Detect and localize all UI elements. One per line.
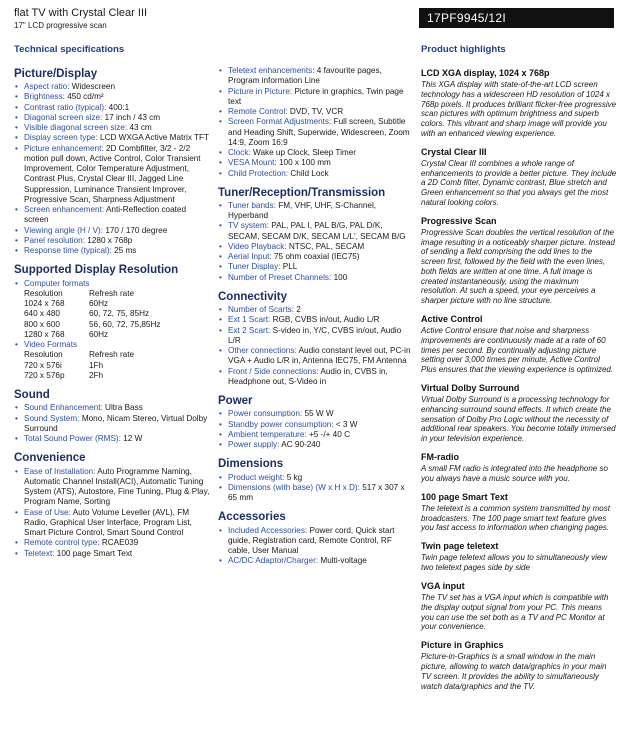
resolution-row bbox=[24, 350, 210, 360]
highlight-text: Crystal Clear III combines a whole range of enhancements to provide a better picture. They include a 2D Comb filter, Dynamic contrast, Blue stretch and Green enhancement so that you always get the most natural looking colors. bbox=[421, 158, 617, 207]
spec-item bbox=[14, 92, 210, 102]
spec-label: Teletext: bbox=[24, 548, 55, 558]
spec-label: Other connections: bbox=[228, 346, 297, 356]
spec-item bbox=[14, 414, 210, 435]
refresh-rate-cell: 1Fh bbox=[89, 360, 104, 370]
power-title: Power bbox=[218, 395, 253, 408]
video-formats-label: Video Formats bbox=[24, 340, 78, 350]
spec-label: Picture enhancement: bbox=[24, 143, 104, 153]
highlight-text: Virtual Dolby Surround is a processing technology for enhancing surround sound effects. It which create the sensation of Dolby Pro Logic without the necessity of additional rear speakers. You become totally immersed in your television experience. bbox=[421, 395, 616, 444]
spec-item bbox=[14, 103, 210, 113]
spec-item bbox=[14, 403, 210, 413]
spec-value: 25 ms bbox=[114, 246, 137, 256]
spec-item bbox=[218, 473, 414, 483]
resolution-row bbox=[24, 371, 210, 381]
resolution-cell: 720 x 576i bbox=[24, 360, 62, 370]
refresh-rate-cell: Refresh rate bbox=[89, 288, 135, 298]
spec-value: Ultra Bass bbox=[105, 403, 143, 413]
highlight-text: Twin page teletext allows you to simultaneously view two teletext pages side by side bbox=[421, 553, 608, 573]
resolution-cell: 720 x 576p bbox=[24, 370, 65, 380]
sound-title: Sound bbox=[14, 389, 50, 402]
spec-label: Number of Preset Channels: bbox=[228, 272, 332, 282]
highlight-title: Twin page teletext bbox=[421, 541, 499, 552]
highlight-item bbox=[421, 147, 617, 208]
highlight-title: VGA input bbox=[421, 580, 465, 591]
spec-value: 43 cm bbox=[129, 123, 152, 133]
spec-label: Tuner Display: bbox=[228, 262, 281, 272]
spec-label: Contrast ratio (typical): bbox=[24, 102, 107, 112]
spec-label: Diagonal screen size: bbox=[24, 112, 103, 122]
spec-label: Tuner bands: bbox=[228, 200, 276, 210]
spec-item bbox=[218, 440, 414, 450]
spec-label: Ease of Installation: bbox=[24, 466, 96, 476]
highlight-item bbox=[421, 640, 617, 691]
spec-item bbox=[218, 87, 414, 108]
refresh-rate-cell: Refresh rate bbox=[89, 350, 135, 360]
spec-item bbox=[218, 252, 414, 262]
spec-value: Power cord, Quick start guide, Registration card, Remote Control, RF cable, User Manual bbox=[228, 525, 395, 556]
highlight-item bbox=[421, 383, 617, 444]
spec-label: Clock: bbox=[228, 148, 251, 157]
spec-value: DVD, TV, VCR bbox=[289, 107, 344, 116]
highlight-title: 100 page Smart Text bbox=[421, 491, 508, 502]
spec-item bbox=[14, 123, 210, 133]
spec-item bbox=[218, 117, 414, 148]
spec-value: Auto Volume Leveller (AVL), FM Radio, Graphical User Interface, Program List, Smart Picture Control, Smart Sound Control bbox=[24, 507, 192, 538]
spec-item bbox=[218, 148, 414, 158]
resolution-row bbox=[24, 299, 210, 309]
specs-column-1 bbox=[14, 44, 210, 559]
specs-column-2 bbox=[218, 66, 414, 567]
video-formats-list bbox=[14, 340, 210, 350]
accessories-title: Accessories bbox=[218, 511, 286, 524]
spec-value: 517 x 307 x 65 mm bbox=[228, 482, 405, 503]
spec-label: Child Protection: bbox=[228, 168, 289, 178]
spec-label: Standby power consumption: bbox=[228, 419, 334, 429]
highlight-text: The teletext is a common system transmitted by most broadcasters. The 100 page smart text feature gives you fast access to information when changing pages. bbox=[421, 503, 610, 533]
spec-value: Widescreen bbox=[71, 82, 116, 92]
spec-item bbox=[218, 315, 414, 325]
spec-label: Video Playback: bbox=[228, 241, 287, 251]
spec-value: AC 90-240 bbox=[281, 440, 321, 450]
spec-item bbox=[218, 367, 414, 388]
spec-value: 75 ohm coaxial (IEC75) bbox=[273, 252, 360, 262]
spec-item bbox=[218, 346, 414, 367]
spec-item bbox=[14, 205, 210, 226]
refresh-rate-cell: 60, 72, 75, 85Hz bbox=[89, 309, 150, 319]
highlight-title: LCD XGA display, 1024 x 768p bbox=[421, 67, 550, 78]
spec-value: RCAE039 bbox=[101, 538, 139, 548]
spec-label: Visible diagonal screen size: bbox=[24, 123, 128, 133]
spec-value: 2D Combfilter, 3/2 - 2/2 motion pull down, Active Control, Color Transient Improvement, Color Temperature Adjustment, Contrast Plus, Crystal Clear III, Jagged Line Suppression, Luminance Transient Improver, Progressive Scan, Sharpness Adjustment bbox=[24, 143, 201, 204]
spec-item bbox=[218, 242, 414, 252]
spec-value: 170 / 170 degree bbox=[105, 225, 168, 235]
spec-label: Front / Side connections: bbox=[228, 366, 319, 376]
highlight-item bbox=[421, 68, 617, 139]
highlight-item bbox=[421, 314, 617, 375]
spec-value: FM, VHF, UHF, S-Channel, Hyperband bbox=[228, 200, 377, 221]
highlight-title: Virtual Dolby Surround bbox=[421, 382, 520, 393]
resolution-cell: Resolution bbox=[24, 350, 63, 360]
spec-value: 100 x 100 mm bbox=[278, 158, 331, 168]
power-list bbox=[218, 409, 414, 450]
spec-label: AC/DC Adaptor/Charger: bbox=[228, 556, 319, 566]
product-subtitle: 17" LCD progressive scan bbox=[14, 20, 107, 30]
model-number-banner: 17PF9945/12I bbox=[419, 8, 614, 28]
spec-value: 2 bbox=[296, 305, 301, 315]
highlight-item bbox=[421, 492, 617, 534]
spec-value: Audio in, CVBS in, Headphone out, S-Video in bbox=[228, 366, 388, 386]
display-resolution-title: Supported Display Resolution bbox=[14, 264, 179, 277]
product-highlights-heading: Product highlights bbox=[421, 44, 506, 55]
spec-label: Sound System: bbox=[24, 413, 80, 423]
highlight-text: This XGA display with state-of-the-art LCD screen technology has a widescreen HD resolution of 1024 x 768p pixels. It produces brilliant flicker-free progressive scan pictures with optimum brightness and superb colors. This vibrant and sharp image will provide you with an enhanced viewing experience. bbox=[421, 80, 617, 138]
spec-label: Power supply: bbox=[228, 440, 280, 450]
spec-value: Mono, Nicam Stereo, Virtual Dolby Surround bbox=[24, 413, 208, 433]
spec-value: +5 -/+ 40 C bbox=[309, 429, 350, 439]
spec-label: Remote Control: bbox=[228, 107, 288, 116]
picture-display-list bbox=[14, 82, 210, 256]
spec-value: Audio constant level out, PC-in VGA + Audio L/R in, Antenna IEC75, FM Antenna bbox=[228, 346, 411, 366]
spec-item bbox=[14, 113, 210, 123]
spec-label: Total Sound Power (RMS): bbox=[24, 434, 121, 444]
spec-label: Number of Scarts: bbox=[228, 305, 294, 315]
product-title: flat TV with Crystal Clear III bbox=[14, 7, 148, 19]
spec-label: Brightness: bbox=[24, 92, 65, 102]
refresh-rate-cell: 60Hz bbox=[89, 329, 109, 339]
spec-value: Child Lock bbox=[290, 168, 329, 178]
highlights-list bbox=[421, 68, 617, 692]
highlight-item bbox=[421, 581, 617, 632]
spec-value: 5 kg bbox=[286, 472, 303, 482]
tuner-list bbox=[218, 201, 414, 283]
spec-item bbox=[14, 133, 210, 143]
spec-item bbox=[218, 430, 414, 440]
refresh-rate-cell: 56, 60, 72, 75,85Hz bbox=[89, 319, 161, 329]
spec-item bbox=[218, 201, 414, 222]
spec-item bbox=[218, 526, 414, 557]
resolution-row bbox=[24, 361, 210, 371]
spec-label: Dimensions (with base) (W x H x D): bbox=[228, 482, 360, 492]
resolution-cell: 1024 x 768 bbox=[24, 299, 65, 309]
spec-item bbox=[14, 538, 210, 548]
spec-label: Response time (typical): bbox=[24, 246, 112, 256]
highlight-title: Picture in Graphics bbox=[421, 640, 504, 651]
refresh-rate-cell: 2Fh bbox=[89, 370, 104, 380]
spec-item bbox=[14, 467, 210, 508]
video-formats-table bbox=[14, 350, 210, 381]
spec-value: Anti-Reflection coated screen bbox=[24, 205, 187, 225]
spec-value: 12 W bbox=[123, 434, 143, 444]
spec-item bbox=[218, 107, 414, 117]
resolution-row bbox=[24, 330, 210, 340]
computer-formats-table bbox=[14, 289, 210, 340]
spec-label: Product weight: bbox=[228, 472, 285, 482]
spec-label: Ambient temperature: bbox=[228, 429, 307, 439]
spec-label: Ease of Use: bbox=[24, 507, 71, 517]
spec-label: Screen Format Adjustments: bbox=[228, 117, 332, 127]
highlight-title: Active Control bbox=[421, 313, 483, 324]
spec-item bbox=[14, 508, 210, 539]
spec-item bbox=[218, 262, 414, 272]
spec-label: Remote control type: bbox=[24, 538, 100, 548]
resolution-cell: 640 x 480 bbox=[24, 309, 60, 319]
computer-formats-list bbox=[14, 279, 210, 289]
highlight-item bbox=[421, 452, 617, 484]
spec-value: 55 W W bbox=[304, 409, 334, 419]
spec-item bbox=[218, 483, 414, 504]
spec-item bbox=[14, 236, 210, 246]
spec-item bbox=[14, 434, 210, 444]
spec-item bbox=[218, 326, 414, 347]
spec-value: 450 cd/m² bbox=[67, 92, 104, 102]
resolution-row bbox=[24, 289, 210, 299]
spec-item bbox=[218, 420, 414, 430]
spec-value: Auto Programme Naming, Automatic Channel Install(ACI), Automatic Tuning System (ATS), Autostore, Fine Tuning, Plug & Play, Program Name, Sorting bbox=[24, 466, 210, 507]
spec-label: TV system: bbox=[228, 221, 269, 231]
spec-item bbox=[14, 246, 210, 256]
spec-item bbox=[218, 409, 414, 419]
spec-item bbox=[218, 66, 414, 87]
highlight-text: Active Control ensure that noise and sharpness improvements are continuously made at a rate of 60 times per second. By continually adjusting picture setting over 3,000 times per minute, Active Control Plus ensures that the viewing experience is optimized. bbox=[421, 326, 614, 375]
convenience-title: Convenience bbox=[14, 452, 86, 465]
connectivity-title: Connectivity bbox=[218, 290, 288, 303]
spec-value: Multi-voltage bbox=[320, 556, 367, 566]
spec-value: NTSC, PAL, SECAM bbox=[288, 241, 365, 251]
technical-specifications-heading: Technical specifications bbox=[14, 44, 125, 55]
highlight-text: A small FM radio is integrated into the headphone so you always have a music source with you. bbox=[421, 464, 608, 483]
highlights-column bbox=[421, 44, 617, 699]
convenience-continued-list bbox=[218, 66, 414, 179]
highlight-title: Progressive Scan bbox=[421, 215, 497, 226]
spec-label: Power consumption: bbox=[228, 409, 303, 419]
spec-label: Panel resolution: bbox=[24, 235, 85, 245]
convenience-list bbox=[14, 467, 210, 559]
spec-value: RGB, CVBS in/out, Audio L/R bbox=[272, 315, 380, 325]
spec-value: < 3 W bbox=[335, 419, 358, 429]
spec-item bbox=[218, 221, 414, 242]
highlight-title: FM-radio bbox=[421, 451, 459, 462]
dimensions-list bbox=[218, 473, 414, 504]
spec-value: PLL bbox=[282, 262, 298, 272]
spec-label: Sound Enhancement: bbox=[24, 403, 103, 413]
highlight-text: The TV set has a VGA input which is compatible with the display output signal from your PC. This means you can use the set both as a TV and PC Monitor at your convenience. bbox=[421, 593, 609, 632]
spec-item bbox=[14, 279, 210, 289]
spec-value: S-video in, Y/C, CVBS in/out, Audio L/R bbox=[228, 325, 402, 345]
computer-formats-label: Computer formats bbox=[24, 278, 90, 288]
spec-label: Viewing angle (H / V): bbox=[24, 225, 104, 235]
spec-item bbox=[14, 144, 210, 206]
spec-label: Display screen type: bbox=[24, 133, 98, 143]
spec-value: Picture in graphics, Twin page text bbox=[228, 86, 404, 106]
spec-value: 100 bbox=[333, 272, 348, 282]
spec-label: Ext 2 Scart: bbox=[228, 325, 271, 335]
spec-label: Picture in Picture: bbox=[228, 86, 293, 96]
highlight-text: Progressive Scan doubles the vertical resolution of the image resulting in a noticeably sharper picture. Instead of sending a field comprising the odd lines to the screen first, followed by the field with the even lines, both fields are written at one time. A full image is created instantaneously, using the maximum resolution. At such a speed, your eye perceives a sharper picture with no line structure. bbox=[421, 227, 615, 306]
resolution-cell: 1280 x 768 bbox=[24, 329, 65, 339]
spec-value: PAL, PAL I, PAL B/G, PAL D/K, SECAM, SECAM D/K, SECAM L/L', SECAM B/G bbox=[228, 221, 406, 241]
spec-item bbox=[218, 169, 414, 179]
spec-label: Aerial Input: bbox=[228, 252, 272, 262]
spec-label: Ext 1 Scart: bbox=[228, 315, 271, 325]
spec-value: 4 favourite pages, Program information Line bbox=[228, 66, 382, 86]
sound-list bbox=[14, 403, 210, 444]
spec-value: 400:1 bbox=[108, 102, 130, 112]
resolution-row bbox=[24, 309, 210, 319]
spec-item bbox=[218, 556, 414, 566]
highlight-text: Picture-in-Graphics is a small window in the main picture, allowing to watch data/graphics in your main TV screen. It provides the ability to simultaneously watch data/graphics and the TV. bbox=[421, 652, 607, 691]
spec-item bbox=[14, 340, 210, 350]
spec-item bbox=[218, 305, 414, 315]
spec-label: Aspect ratio: bbox=[24, 82, 70, 92]
refresh-rate-cell: 60Hz bbox=[89, 299, 109, 309]
spec-label: Included Accessories: bbox=[228, 525, 308, 535]
dimensions-title: Dimensions bbox=[218, 458, 284, 471]
highlight-item bbox=[421, 216, 617, 306]
spec-value: 100 page Smart Text bbox=[56, 548, 133, 558]
spec-value: Full screen, Subtitle and Heading Shift, Superwide, Widescreen, Zoom 14:9, Zoom 16:9 bbox=[228, 117, 410, 147]
page-header bbox=[14, 7, 414, 31]
spec-label: Teletext enhancements: bbox=[228, 66, 315, 75]
spec-item bbox=[218, 273, 414, 283]
resolution-row bbox=[24, 320, 210, 330]
spec-value: Wake up Clock, Sleep Timer bbox=[253, 148, 357, 157]
spec-value: 17 inch / 43 cm bbox=[104, 112, 161, 122]
picture-display-title: Picture/Display bbox=[14, 67, 98, 80]
spec-label: Screen enhancement: bbox=[24, 205, 105, 215]
accessories-list bbox=[218, 526, 414, 567]
spec-item bbox=[14, 226, 210, 236]
spec-item bbox=[14, 82, 210, 92]
spec-item bbox=[14, 549, 210, 559]
spec-label: VESA Mount: bbox=[228, 158, 277, 168]
resolution-cell: Resolution bbox=[24, 288, 63, 298]
spec-item bbox=[218, 158, 414, 168]
connectivity-list bbox=[218, 305, 414, 387]
spec-value: 1280 x 768p bbox=[87, 235, 133, 245]
highlight-item bbox=[421, 541, 617, 573]
highlight-title: Crystal Clear III bbox=[421, 146, 487, 157]
resolution-cell: 800 x 600 bbox=[24, 319, 60, 329]
tuner-title: Tuner/Reception/Transmission bbox=[218, 186, 386, 199]
spec-value: LCD WXGA Active Matrix TFT bbox=[100, 133, 210, 143]
